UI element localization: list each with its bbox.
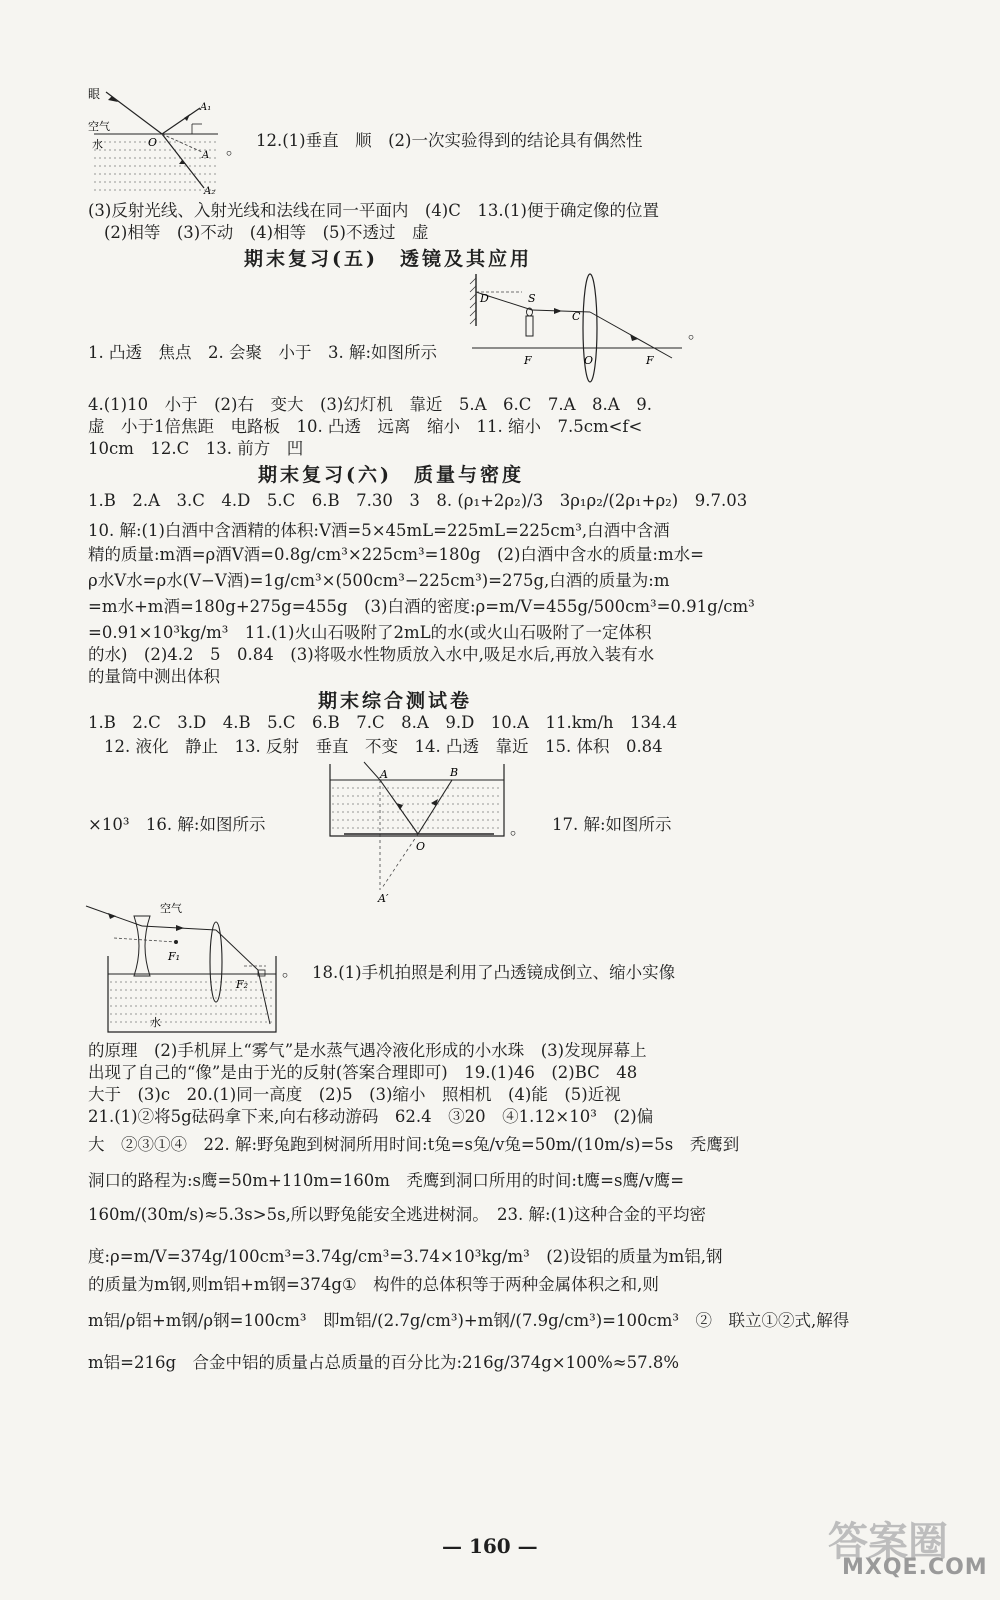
answer-line-2: (3)反射光线、入射光线和法线在同一平面内 (4)C 13.(1)便于确定像的位置 <box>88 201 659 220</box>
fig1-end-dot: 。 <box>226 139 243 158</box>
watermark-url: MXQE.COM <box>842 1555 988 1580</box>
fig1-air-label: 空气 <box>88 120 110 133</box>
answer-line-22: 大于 (3)c 20.(1)同一高度 (2)5 (3)缩小 照相机 (4)能 (5)近视 <box>88 1085 621 1104</box>
figure-lens-water-tank-svg <box>84 896 280 1038</box>
answer-line-21: 出现了自己的“像”是由于光的反射(答案合理即可) 19.(1)46 (2)BC 48 <box>88 1063 638 1082</box>
fig2-s-label: S <box>528 292 536 305</box>
answer-line-13: =0.91×10³kg/m³ 11.(1)火山石吸附了2mL的水(或火山石吸附了一定体积 <box>88 623 652 642</box>
answer-line-28: 的质量为m钢,则m铝+m钢=374g① 构件的总体积等于两种金属体积之和,则 <box>88 1275 659 1294</box>
fig2-d-label: D <box>480 292 489 305</box>
answer-line-25: 洞口的路程为:s鹰=50m+110m=160m 秃鹰到洞口所用的时间:t鹰=s鹰/v鹰= <box>88 1171 685 1190</box>
answer-line-19: 18.(1)手机拍照是利用了凸透镜成倒立、缩小实像 <box>312 963 676 982</box>
fig1-eye-label: 眼 <box>88 87 101 101</box>
figure-water-tank-reflection-svg <box>324 758 510 904</box>
answer-line-11: ρ水V水=ρ水(V−V酒)=1g/cm³×(500cm³−225cm³)=275g,白酒的质量为:m <box>88 571 670 590</box>
answer-line-8: 1.B 2.A 3.C 4.D 5.C 6.B 7.30 3 8. (ρ₁+2ρ₂)/3 3ρ₁ρ₂/(2ρ₁+ρ₂) 9.7.03 <box>88 491 748 510</box>
answer-line-23: 21.(1)②将5g砝码拿下来,向右移动游码 62.4 ③20 ④1.12×10³ (2)偏 <box>88 1107 654 1126</box>
fig3-a-prime-label: A′ <box>378 892 389 904</box>
answer-line-6: 虚 小于1倍焦距 电路板 10. 凸透 远离 缩小 11. 缩小 7.5cm<f< <box>88 417 643 436</box>
answer-line-9: 10. 解:(1)白酒中含酒精的体积:V酒=5×45mL=225mL=225cm³,白酒中含酒 <box>88 521 670 540</box>
answer-line-29: m铝/ρ铝+m钢/ρ钢=100cm³ 即m铝/(2.7g/cm³)+m钢/(7.9g/cm³)=100cm³ ② 联立①②式,解得 <box>88 1311 850 1330</box>
fig2-end-dot: 。 <box>688 323 705 342</box>
fig3-b-label: B <box>450 766 459 779</box>
fig2-c-label: C <box>572 310 581 323</box>
answer-line-27: 度:ρ=m/V=374g/100cm³=3.74g/cm³=3.74×10³kg/m³ (2)设铝的质量为m铝,钢 <box>88 1247 723 1266</box>
page-number: — 160 — <box>442 1534 538 1558</box>
answer-line-1: 12.(1)垂直 顺 (2)一次实验得到的结论具有偶然性 <box>256 131 643 150</box>
answer-line-24: 大 ②③①④ 22. 解:野兔跑到树洞所用时间:t兔=s兔/v兔=50m/(10m/s)=5s 秃鹰到 <box>88 1135 740 1154</box>
fig1-o-label: O <box>148 136 158 149</box>
fig1-a2-label: A₂ <box>204 186 216 196</box>
answer-line-17: 12. 液化 静止 13. 反射 垂直 不变 14. 凸透 靠近 15. 体积 0.84 <box>104 737 663 756</box>
fig2-o-label: O <box>584 354 594 367</box>
figure-reflection-refraction-svg <box>86 84 226 196</box>
answer-line-10: 精的质量:m酒=ρ酒V酒=0.8g/cm³×225cm³=180g (2)白酒中含水的质量:m水= <box>88 545 704 564</box>
answer-line-15: 的量筒中测出体积 <box>88 667 220 686</box>
answer-line-30: m铝=216g 合金中铝的质量占总质量的百分比为:216g/374g×100%≈57.8% <box>88 1353 679 1372</box>
fig2-f1-label: F <box>524 354 532 367</box>
section-heading-5: 期末复习(五) 透镜及其应用 <box>244 248 532 270</box>
figure-convex-lens <box>462 268 688 384</box>
fig3-a-label: A <box>380 768 388 781</box>
fig3-o-label: O <box>416 840 426 853</box>
answer-line-20: 的原理 (2)手机屏上“雾气”是水蒸气遇冷液化形成的小水珠 (3)发现屏幕上 <box>88 1041 647 1060</box>
answer-line-14: 的水) (2)4.2 5 0.84 (3)将吸水性物质放入水中,吸足水后,再放入装有水 <box>88 645 655 664</box>
section-heading-final: 期末综合测试卷 <box>318 690 473 712</box>
answer-line-18a: ×10³ 16. 解:如图所示 <box>88 815 266 834</box>
fig4-end-dot: 。 <box>282 961 299 980</box>
answer-line-7: 10cm 12.C 13. 前方 凹 <box>88 439 304 458</box>
figure-lens-water-tank <box>84 896 280 1038</box>
answer-line-26: 160m/(30m/s)≈5.3s>5s,所以野兔能安全逃进树洞。 23. 解:(1)这种合金的平均密 <box>88 1205 706 1224</box>
answer-line-4: 1. 凸透 焦点 2. 会聚 小于 3. 解:如图所示 <box>88 343 438 362</box>
figure-reflection-refraction <box>86 84 226 196</box>
fig4-f1-label: F₁ <box>168 950 181 963</box>
fig4-air-label: 空气 <box>160 902 182 915</box>
answer-line-12: =m水+m酒=180g+275g=455g (3)白酒的密度:ρ=m/V=455g/500cm³=0.91g/cm³ <box>88 597 755 616</box>
fig1-a1-label: A₁ <box>200 102 212 113</box>
answer-line-3: (2)相等 (3)不动 (4)相等 (5)不透过 虚 <box>104 223 429 242</box>
watermark-logo: 答案圈 <box>828 1519 948 1565</box>
fig1-a-label: A <box>202 150 210 161</box>
answer-line-16: 1.B 2.C 3.D 4.B 5.C 6.B 7.C 8.A 9.D 10.A 11.km/h 134.4 <box>88 713 678 732</box>
answer-line-5: 4.(1)10 小于 (2)右 变大 (3)幻灯机 靠近 5.A 6.C 7.A 8.A 9. <box>88 395 652 414</box>
fig2-f2-label: F <box>646 354 654 367</box>
fig3-end-dot: 。 <box>510 819 527 838</box>
figure-convex-lens-svg <box>462 268 688 384</box>
section-heading-6: 期末复习(六) 质量与密度 <box>258 464 524 486</box>
fig4-f2-label: F₂ <box>236 978 249 991</box>
fig1-water-label: 水 <box>92 138 103 151</box>
fig4-water-label: 水 <box>150 1016 161 1029</box>
figure-water-tank-reflection <box>324 758 510 904</box>
answer-line-18b: 17. 解:如图所示 <box>552 815 672 834</box>
